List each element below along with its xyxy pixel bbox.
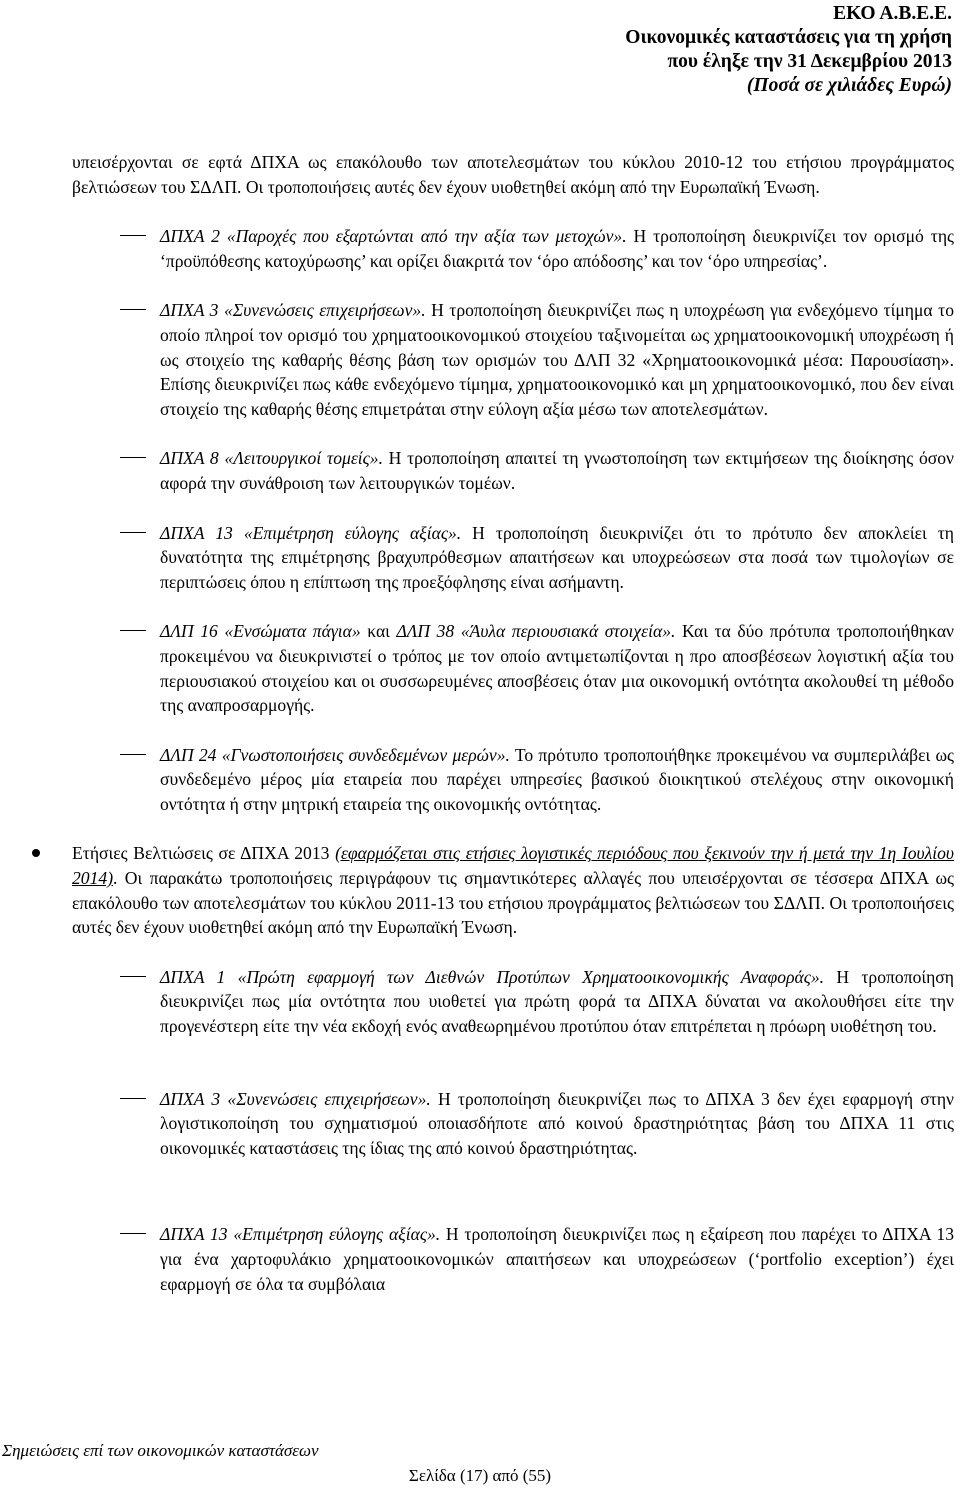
header-title-line2: που έληξε την 31 Δεκεμβρίου 2013 bbox=[667, 51, 952, 72]
item-text: Και τα δύο πρότυπα τροποποιήθηκαν προκειμένου να διευκρινιστεί ο τρόπος με τον οποίο αντιμετωπίζονται η προ αποσβέσεων λογιστική αξία του περιουσιακού στοιχείου και οι συσσωρευμένες αποσβέσεις όταν μια οικονομική οντότητα ακολουθεί τη μέθοδο της αναπροσαρμογής. bbox=[160, 621, 954, 716]
item-text: Το πρότυπο τροποποιήθηκε προκειμένου να συμπεριλάβει ως συνδεδεμένο μέρος μία εταιρεία που παρέχει υπηρεσίες βασικού διοικητικού στελέχους στην οικονομική οντότητα ή στην μητρική εταιρεία της οικονομικής οντότητας. bbox=[160, 744, 955, 814]
list-item bbox=[72, 1087, 954, 1161]
dash-marker bbox=[120, 235, 146, 236]
list-item bbox=[72, 298, 954, 421]
item-title: ΔΠΧΑ 3 «Συνενώσεις επιχειρήσεων». bbox=[160, 1088, 431, 1109]
list-item bbox=[72, 521, 954, 595]
item-text: Η τροποποίηση διευκρινίζει πως μία οντότητα που υιοθετεί για πρώτη φορά τα ΔΠΧΑ δύναται να ακολουθήσει είτε την προγενέστερη είτε την νέα εκδοχή ενός αναθεωρημένου προτύπου όταν επιτρέπεται η πρόωρη υιοθέτηση του. bbox=[160, 966, 954, 1037]
item-text: Η τροποποίηση διευκρινίζει τον ορισμό της ‘προϋπόθεσης κατοχύρωσης’ και ορίζει διακριτά τον ‘όρο απόδοσης’ και τον ‘όρο υπηρεσίας’. bbox=[160, 226, 954, 271]
item-text: Η τροποποίηση διευκρινίζει ότι το πρότυπο δεν αποκλείει τη δυνατότητα της επιμέτρησης βραχυπρόθεσμων απαιτήσεων και υποχρεώσεων στα ποσά των τιμολογίων σε περιπτώσεις όπου η επίπτωση της προεξόφλησης είναι ασήμαντη. bbox=[160, 522, 954, 592]
item-text: Η τροποποίηση διευκρινίζει πως το ΔΠΧΑ 3 δεν έχει εφαρμογή στην λογιστικοποίηση του σχηματισμού οποιασδήποτε από κοινού δραστηριότητας βάση του ΔΠΧΑ 11 στις οικονομικές καταστάσεις της ίδιας της από κοινού δραστηριότητας. bbox=[160, 1088, 954, 1158]
dash-marker bbox=[120, 754, 146, 755]
item-title: ΔΠΧΑ 8 «Λειτουργικοί τομείς». bbox=[160, 448, 383, 469]
item-title: ΔΛΠ 24 «Γνωστοποιήσεις συνδεδεμένων μερών». bbox=[160, 744, 510, 765]
page-header bbox=[625, 2, 952, 98]
list-item bbox=[72, 619, 954, 717]
dash-marker bbox=[120, 1233, 146, 1234]
page-number: Σελίδα (17) από (55) bbox=[408, 1466, 552, 1485]
list-item bbox=[72, 965, 954, 1039]
currency-note: (Ποσά σε χιλιάδες Ευρώ) bbox=[746, 75, 952, 96]
footer-section-title: Σημειώσεις επί των οικονομικών καταστάσεων bbox=[2, 1441, 319, 1460]
intro-paragraph: υπεισέρχονται σε εφτά ΔΠΧΑ ως επακόλουθο των αποτελεσμάτων του κύκλου 2010-12 του ετήσιου προγράμματος βελτιώσεων του ΣΔΛΠ. Οι τροποποιήσεις αυτές δεν έχουν υιοθετηθεί ακόμη από την Ευρωπαϊκή Ένωση. bbox=[72, 152, 954, 197]
dash-marker bbox=[120, 630, 146, 631]
dash-marker bbox=[120, 309, 146, 310]
item-title: ΔΛΠ 16 «Ενσώματα πάγια» bbox=[160, 621, 361, 642]
bullet-lead: Ετήσιες Βελτιώσεις σε ΔΠΧΑ 2013 bbox=[72, 843, 336, 864]
dash-marker bbox=[120, 532, 146, 533]
dash-marker bbox=[120, 976, 146, 977]
dash-marker bbox=[120, 1098, 146, 1099]
item-text: Η τροποποίηση απαιτεί τη γνωστοποίηση των εκτιμήσεων της διοίκησης όσον αφορά την συνάθροιση των λειτουργικών τομέων. bbox=[160, 448, 954, 493]
header-title-line1: Οικονομικές καταστάσεις για τη χρήση bbox=[625, 27, 952, 48]
item-connector: και bbox=[360, 621, 397, 642]
item-title: ΔΠΧΑ 2 «Παροχές που εξαρτώνται από την αξία των μετοχών». bbox=[160, 226, 627, 247]
item-title: ΔΠΧΑ 13 «Επιμέτρηση εύλογης αξίας». bbox=[160, 522, 462, 543]
item-title: ΔΠΧΑ 1 «Πρώτη εφαρμογή των Διεθνών Προτύπων Χρηματοοικονομικής Αναφοράς». bbox=[160, 966, 825, 987]
list-item bbox=[72, 743, 954, 817]
document-body bbox=[72, 150, 954, 1296]
item-title: ΔΠΧΑ 3 «Συνενώσεις επιχειρήσεων». bbox=[160, 300, 426, 321]
list-item bbox=[72, 224, 954, 273]
bullet-icon bbox=[32, 849, 40, 857]
item-text: Η τροποποίηση διευκρινίζει πως η εξαίρεση που παρέχει το ΔΠΧΑ 13 για ένα χαρτοφυλάκιο χρηματοοικονομικών απαιτήσεων και υποχρεώσεων (‘portfolio exception’) έχει εφαρμογή σε όλα τα συμβόλαια bbox=[160, 1224, 954, 1294]
item-text: Η τροποποίηση διευκρινίζει πως η υποχρέωση για ενδεχόμενο τίμημα το οποίο πληροί τον ορισμό του χρηματοοικονομικού στοιχείου ταξινομείται ως χρηματοοικονομική υποχρέωση ή ως στοιχείο της καθαρής θέσης βάση των ορισμών του ΔΛΠ 32 «Χρηματοοικονομικά μέσα: Παρουσίαση». Επίσης διευκρινίζει πως κάθε ενδεχόμενο τίμημα, χρηματοοικονομικό και μη χρηματοοικονομικό, που δεν είναι στοιχείο της καθαρής θέσης επιμετράται στην εύλογη αξία μέσω των αποτελεσμάτων. bbox=[160, 300, 954, 419]
item-title: ΔΠΧΑ 13 «Επιμέτρηση εύλογης αξίας». bbox=[160, 1224, 441, 1245]
list-item bbox=[72, 1222, 954, 1296]
bullet-effective-date: (εφαρμόζεται στις ετήσιες λογιστικές περιόδους που ξεκινούν την ή μετά την 1η Ιουλίου 2014) bbox=[72, 843, 954, 889]
company-name: ΕΚΟ Α.Β.Ε.Ε. bbox=[833, 3, 952, 24]
bullet-text: . Οι παρακάτω τροποποιήσεις περιγράφουν τις σημαντικότερες αλλαγές που υπεισέρχονται σε τέσσερα ΔΠΧΑ ως επακόλουθο των αποτελεσμάτων του κύκλου 2011-13 του ετήσιου προγράμματος βελτιώσεων του ΣΔΛΠ. Οι τροποποιήσεις αυτές δεν έχουν υιοθετηθεί ακόμη από την Ευρωπαϊκή Ένωση. bbox=[72, 868, 954, 938]
dash-marker bbox=[120, 457, 146, 458]
item-title-2: ΔΛΠ 38 «Άυλα περιουσιακά στοιχεία». bbox=[396, 621, 676, 642]
list-item bbox=[72, 446, 954, 495]
bullet-paragraph bbox=[72, 841, 954, 939]
